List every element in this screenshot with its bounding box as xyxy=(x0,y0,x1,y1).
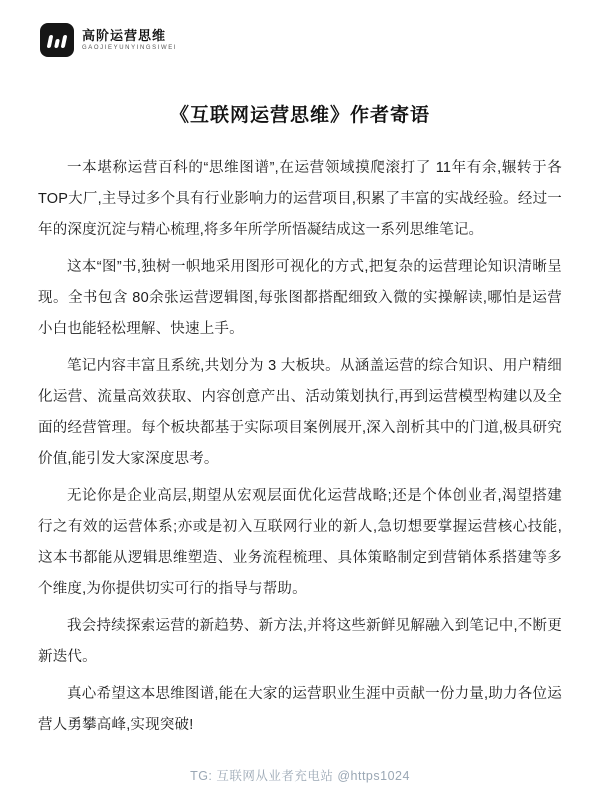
paragraph: 一本堪称运营百科的“思维图谱”,在运营领域摸爬滚打了 11年有余,辗转于各TOP大厂,主导过多个具有行业影响力的运营项目,积累了丰富的实战经验。经过一年的深度沉淀与精心梳理,将多年所学所悟凝结成这一系列思维笔记。 xyxy=(38,160,562,238)
paragraph: 这本“图”书,独树一帜地采用图形可视化的方式,把复杂的运营理论知识清晰呈现。全书包含 80余张运营逻辑图,每张图都搭配细致入微的实操解读,哪怕是运营小白也能轻松理解、快速上手。 xyxy=(38,259,562,337)
paragraph: 我会持续探索运营的新趋势、新方法,并将这些新鲜见解融入到笔记中,不断更新迭代。 xyxy=(38,618,562,665)
paragraph: 笔记内容丰富且系统,共划分为 3 大板块。从涵盖运营的综合知识、用户精细化运营、流量高效获取、内容创意产出、活动策划执行,再到运营模型构建以及全面的经营管理。每个板块都基于实际项目案例展开,深入剖析其中的门道,极具研究价值,能引发大家深度思考。 xyxy=(38,358,562,467)
brand-name-cn: 高阶运营思维 xyxy=(82,28,167,43)
brand-header xyxy=(38,0,562,66)
page-title: 《互联网运营思维》作者寄语 xyxy=(169,105,430,126)
footer-watermark: TG: 互联网从业者充电站 @https1024 xyxy=(190,769,410,783)
brand-name-block xyxy=(82,29,177,51)
brand-name-en: GAOJIEYUNYINGSIWEI xyxy=(82,45,178,51)
article-body xyxy=(38,153,562,741)
gaojie-logo-icon xyxy=(40,23,74,57)
paragraph: 真心希望这本思维图谱,能在大家的运营职业生涯中贡献一份力量,助力各位运营人勇攀高峰,实现突破! xyxy=(38,686,562,733)
paragraph: 无论你是企业高层,期望从宏观层面优化运营战略;还是个体创业者,渴望搭建行之有效的运营体系;亦或是初入互联网行业的新人,急切想要掌握运营核心技能,这本书都能从逻辑思维塑造、业务流程梳理、具体策略制定到营销体系搭建等多个维度,为你提供切实可行的指导与帮助。 xyxy=(38,488,562,597)
